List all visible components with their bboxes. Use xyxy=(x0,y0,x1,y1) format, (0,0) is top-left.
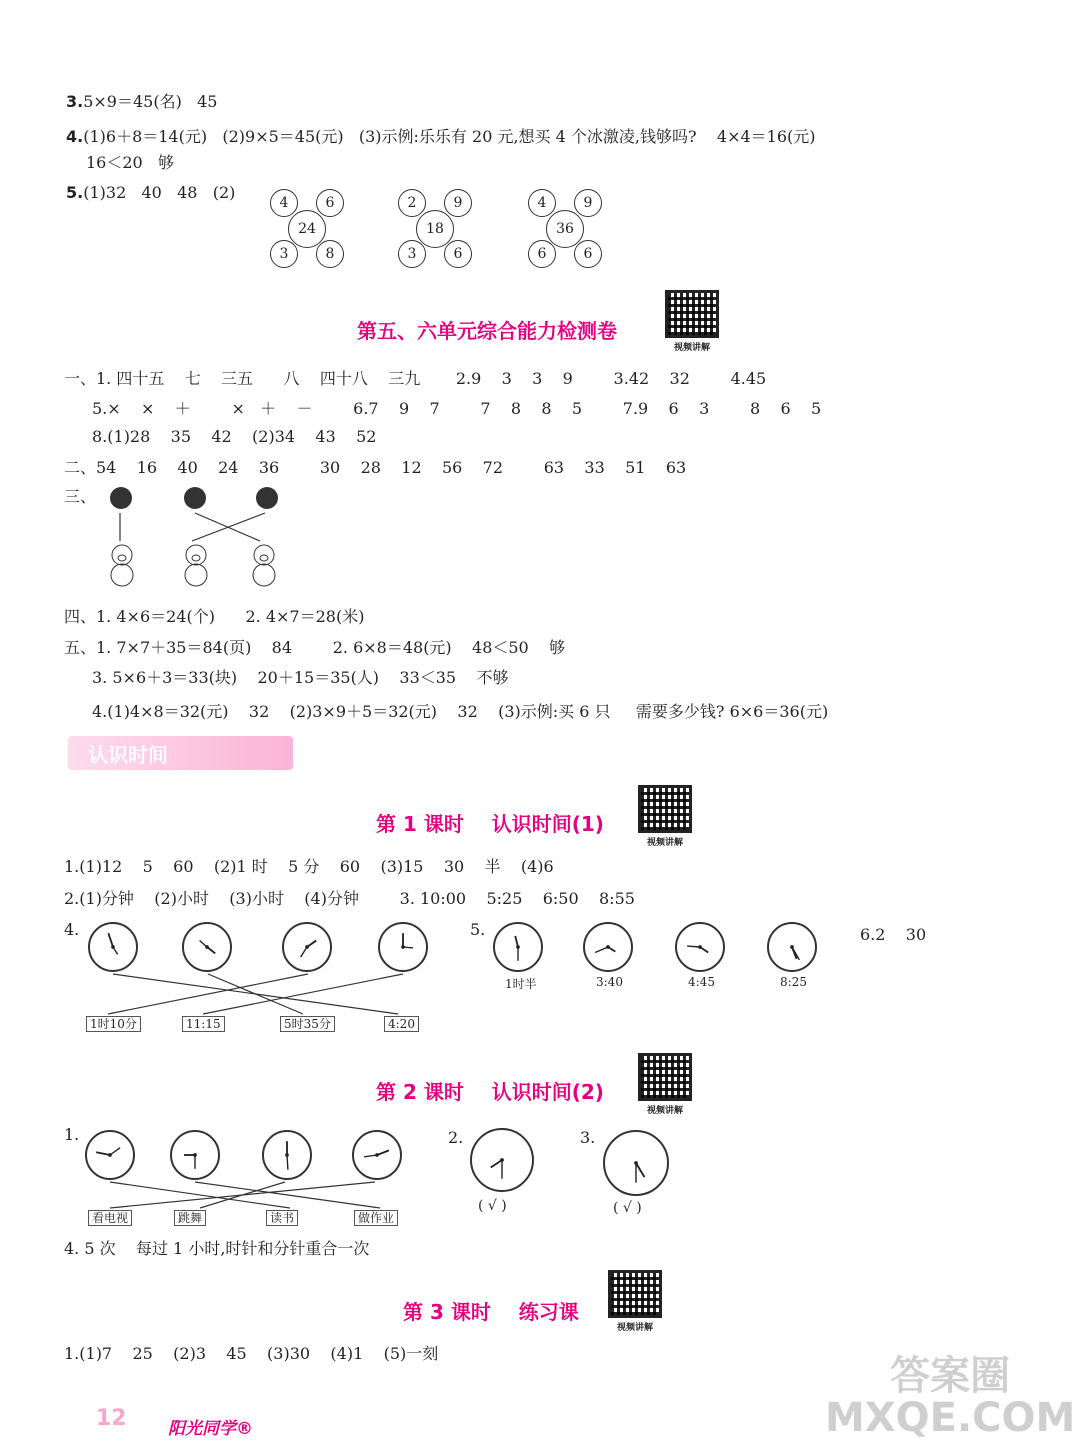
activity-tag: 读书 xyxy=(266,1210,298,1226)
petal: 2 xyxy=(398,189,426,217)
clock-caption: 3:40 xyxy=(596,975,623,989)
lesson2-q2: 2. xyxy=(448,1128,464,1147)
clock-icon xyxy=(262,1130,312,1180)
unit56-row-8: 3. 5×6＋3＝33(块) 20＋15＝35(人) 33＜35 不够 xyxy=(92,668,509,687)
unit56-row-1: 一、1. 四十五 七 三五 八 四十八 三九 2.9 3 3 9 3.42 32 4.45 xyxy=(64,369,767,388)
unit56-row-9: 4.(1)4×8＝32(元) 32 (2)3×9＋5＝32(元) 32 (3)示例:买 6 只 需要多少钱? 6×6＝36(元) xyxy=(92,702,829,721)
checkmark-answer: ( √ ) xyxy=(478,1198,507,1214)
lesson3-row-1: 1.(1)7 25 (2)3 45 (3)30 (4)1 (5)一刻 xyxy=(64,1344,439,1363)
qr-code-icon[interactable] xyxy=(638,1053,692,1116)
unit56-row-4: 二、54 16 40 24 36 30 28 12 56 72 63 33 51 63 xyxy=(64,458,687,477)
clock-icon xyxy=(767,922,817,972)
lesson2-q3: 3. xyxy=(580,1128,596,1147)
clock-icon xyxy=(493,922,543,972)
pig-icon xyxy=(178,542,214,588)
lesson3-title: 第 3 课时 练习课 xyxy=(403,1300,579,1324)
clock-icon xyxy=(88,922,138,972)
brand-logo: 阳光同学® xyxy=(168,1419,253,1439)
page-number: 12 xyxy=(96,1406,127,1431)
qr-code-icon[interactable] xyxy=(665,290,719,353)
petal: 6 xyxy=(316,189,344,217)
clock-icon xyxy=(583,922,633,972)
clock-icon xyxy=(378,922,428,972)
pig-icon xyxy=(104,542,140,588)
q3-line: 3.5×9＝45(名) 45 xyxy=(66,92,218,111)
unit56-row-6: 四、1. 4×6＝24(个) 2. 4×7＝28(米) xyxy=(64,607,365,626)
clock-icon xyxy=(282,922,332,972)
flower-core: 36 xyxy=(546,210,584,248)
clock-caption: 4:45 xyxy=(688,975,715,989)
petal: 6 xyxy=(444,240,472,268)
qr-caption: 视频讲解 xyxy=(673,343,710,353)
lesson1-q4: 4. xyxy=(64,920,80,939)
q4-line: 4.(1)6＋8＝14(元) (2)9×5＝45(元) (3)示例:乐乐有 20 元,想买 4 个冰激凌,钱够吗? 4×4＝16(元) xyxy=(66,127,816,146)
petal: 8 xyxy=(316,240,344,268)
lesson2-row-4: 4. 5 次 每过 1 小时,时针和分针重合一次 xyxy=(64,1239,370,1258)
lesson1-q6: 6.2 30 xyxy=(860,925,927,944)
number-flower-1 xyxy=(262,184,352,274)
clock-icon xyxy=(182,922,232,972)
unit56-row-7: 五、1. 7×7＋35＝84(页) 84 2. 6×8＝48(元) 48＜50 够 xyxy=(64,638,566,657)
activity-tag: 看电视 xyxy=(88,1210,132,1226)
clock-icon xyxy=(170,1130,220,1180)
lesson2-title: 第 2 课时 认识时间(2) xyxy=(376,1080,604,1104)
petal: 4 xyxy=(528,189,556,217)
lesson1-title: 第 1 课时 认识时间(1) xyxy=(376,812,604,836)
activity-tag: 做作业 xyxy=(354,1210,398,1226)
matching-lines xyxy=(100,505,300,545)
unit-banner: 认识时间 xyxy=(68,736,293,770)
lesson2-q1: 1. xyxy=(64,1125,80,1144)
watermark: 答案圈 MXQE.COM xyxy=(825,1353,1075,1441)
clock-caption: 1时半 xyxy=(505,977,537,991)
qr-caption: 视频讲解 xyxy=(616,1323,653,1333)
time-tag: 11:15 xyxy=(182,1016,225,1032)
lesson1-row-1: 1.(1)12 5 60 (2)1 时 5 分 60 (3)15 30 半 (4)6 xyxy=(64,857,554,876)
unit56-row-2: 5.× × ＋ × ＋ － 6.7 9 7 7 8 8 5 7.9 6 3 8 6 5 xyxy=(92,399,822,418)
clock-icon xyxy=(352,1130,402,1180)
clock-icon xyxy=(85,1130,135,1180)
time-tag: 4:20 xyxy=(384,1016,419,1032)
petal: 3 xyxy=(270,240,298,268)
clock-icon xyxy=(603,1130,669,1196)
number-flower-3 xyxy=(520,184,610,274)
unit56-row-5: 三、 xyxy=(64,487,97,506)
matching-lines xyxy=(88,972,433,1016)
lesson1-q5: 5. xyxy=(470,920,486,939)
activity-tag: 跳舞 xyxy=(174,1210,206,1226)
petal: 3 xyxy=(398,240,426,268)
petal: 9 xyxy=(574,189,602,217)
flower-core: 18 xyxy=(416,210,454,248)
flower-core: 24 xyxy=(288,210,326,248)
matching-lines xyxy=(85,1180,405,1210)
time-tag: 1时10分 xyxy=(86,1016,141,1032)
number-flower-2 xyxy=(390,184,480,274)
lesson1-row-2: 2.(1)分钟 (2)小时 (3)小时 (4)分钟 3. 10:00 5:25 6:50 8:55 xyxy=(64,889,635,908)
qr-caption: 视频讲解 xyxy=(646,1106,683,1116)
qr-code-icon[interactable] xyxy=(638,785,692,848)
q4-line-2: 16＜20 够 xyxy=(86,153,174,172)
qr-caption: 视频讲解 xyxy=(646,838,683,848)
petal: 6 xyxy=(574,240,602,268)
petal: 9 xyxy=(444,189,472,217)
unit56-title: 第五、六单元综合能力检测卷 xyxy=(357,319,617,343)
petal: 4 xyxy=(270,189,298,217)
petal: 6 xyxy=(528,240,556,268)
unit56-row-3: 8.(1)28 35 42 (2)34 43 52 xyxy=(92,427,377,446)
clock-caption: 8:25 xyxy=(780,975,807,989)
clock-icon xyxy=(675,922,725,972)
qr-code-icon[interactable] xyxy=(608,1270,662,1333)
checkmark-answer: ( √ ) xyxy=(613,1200,642,1216)
clock-icon xyxy=(470,1128,534,1192)
q5-line: 5.(1)32 40 48 (2) xyxy=(66,183,236,202)
time-tag: 5时35分 xyxy=(280,1016,335,1032)
pig-icon xyxy=(246,542,282,588)
